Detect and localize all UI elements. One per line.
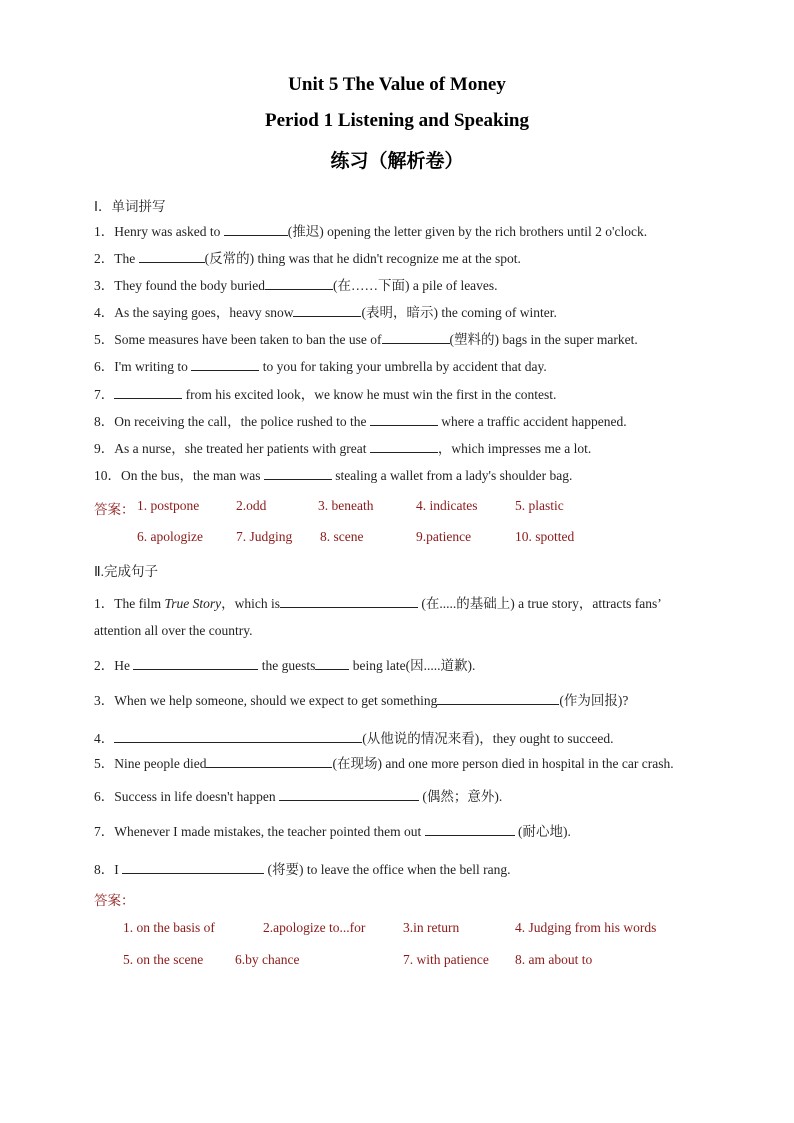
- list-item: 6．Success in life doesn't happen (偶然；意外).: [94, 789, 503, 804]
- answer-item: 8. am about to: [515, 952, 593, 967]
- answer-item: 3.in return: [403, 920, 460, 935]
- list-item: 6．I'm writing to to you for taking your umbrella by accident that day.: [94, 359, 547, 374]
- answer-item: 7. with patience: [403, 952, 489, 967]
- section2-heading: Ⅱ.完成句子: [94, 564, 159, 579]
- answer-item: 10. spotted: [515, 529, 575, 544]
- answer-label: 答案：: [94, 502, 135, 518]
- answer-item: 2.odd: [236, 498, 267, 513]
- page-subtitle-cn: 练习（解析卷）: [330, 150, 464, 172]
- answer-item: 6. apologize: [137, 529, 203, 544]
- list-item: 5．Some measures have been taken to ban the use of (塑料的) bags in the super market.: [94, 332, 638, 347]
- answer-item: 1. on the basis of: [123, 920, 215, 935]
- list-item: 1．The film True Story，which is (在.....的基础上) a true story，attracts fans’: [94, 596, 662, 611]
- page-title: Unit 5 The Value of Money: [288, 74, 506, 95]
- list-item: 1．Henry was asked to (推迟) opening the letter given by the rich brothers until 2 o'clock.: [94, 224, 648, 239]
- answer-item: 5. plastic: [515, 498, 564, 513]
- answer-label: 答案：: [94, 893, 135, 909]
- answer-item: 6.by chance: [235, 952, 300, 967]
- list-item: 3．They found the body buried (在……下面) a pile of leaves.: [94, 278, 498, 293]
- list-item: 8．I (将要) to leave the office when the bell rang.: [94, 862, 511, 877]
- list-item: 7． from his excited look，we know he must win the first in the contest.: [94, 387, 557, 402]
- section1-heading: Ⅰ．单词拼写: [94, 199, 166, 214]
- answer-item: 5. on the scene: [123, 952, 204, 967]
- answer-item: 9.patience: [416, 529, 472, 544]
- list-item: 10．On the bus，the man was stealing a wallet from a lady's shoulder bag.: [94, 468, 573, 483]
- list-item: 5．Nine people died (在现场) and one more person died in hospital in the car crash.: [94, 756, 674, 771]
- answer-item: 2.apologize to...for: [263, 920, 366, 935]
- list-item: 4．As the saying goes，heavy snow (表明，暗示) the coming of winter.: [94, 305, 557, 320]
- list-item: 2．The (反常的) thing was that he didn't recognize me at the spot.: [94, 251, 521, 266]
- page-subtitle: Period 1 Listening and Speaking: [265, 110, 529, 131]
- answer-item: 4. Judging from his words: [515, 920, 657, 935]
- list-item-continuation: attention all over the country.: [94, 623, 253, 638]
- answer-item: 4. indicates: [416, 498, 478, 513]
- answer-item: 1. postpone: [137, 498, 200, 513]
- answer-item: 7. Judging: [236, 529, 293, 544]
- list-item: 7．Whenever I made mistakes, the teacher pointed them out (耐心地).: [94, 824, 571, 839]
- list-item: 9．As a nurse，she treated her patients with great ，which impresses me a lot.: [94, 441, 592, 456]
- list-item: 3．When we help someone, should we expect to get something (作为回报)?: [94, 693, 629, 708]
- list-item: 2．He the guests being late(因.....道歉).: [94, 658, 476, 673]
- answer-item: 3. beneath: [318, 498, 374, 513]
- list-item: 4． (从他说的情况来看)，they ought to succeed.: [94, 731, 614, 746]
- list-item: 8．On receiving the call，the police rushed to the where a traffic accident happened.: [94, 414, 627, 429]
- answer-item: 8. scene: [320, 529, 364, 544]
